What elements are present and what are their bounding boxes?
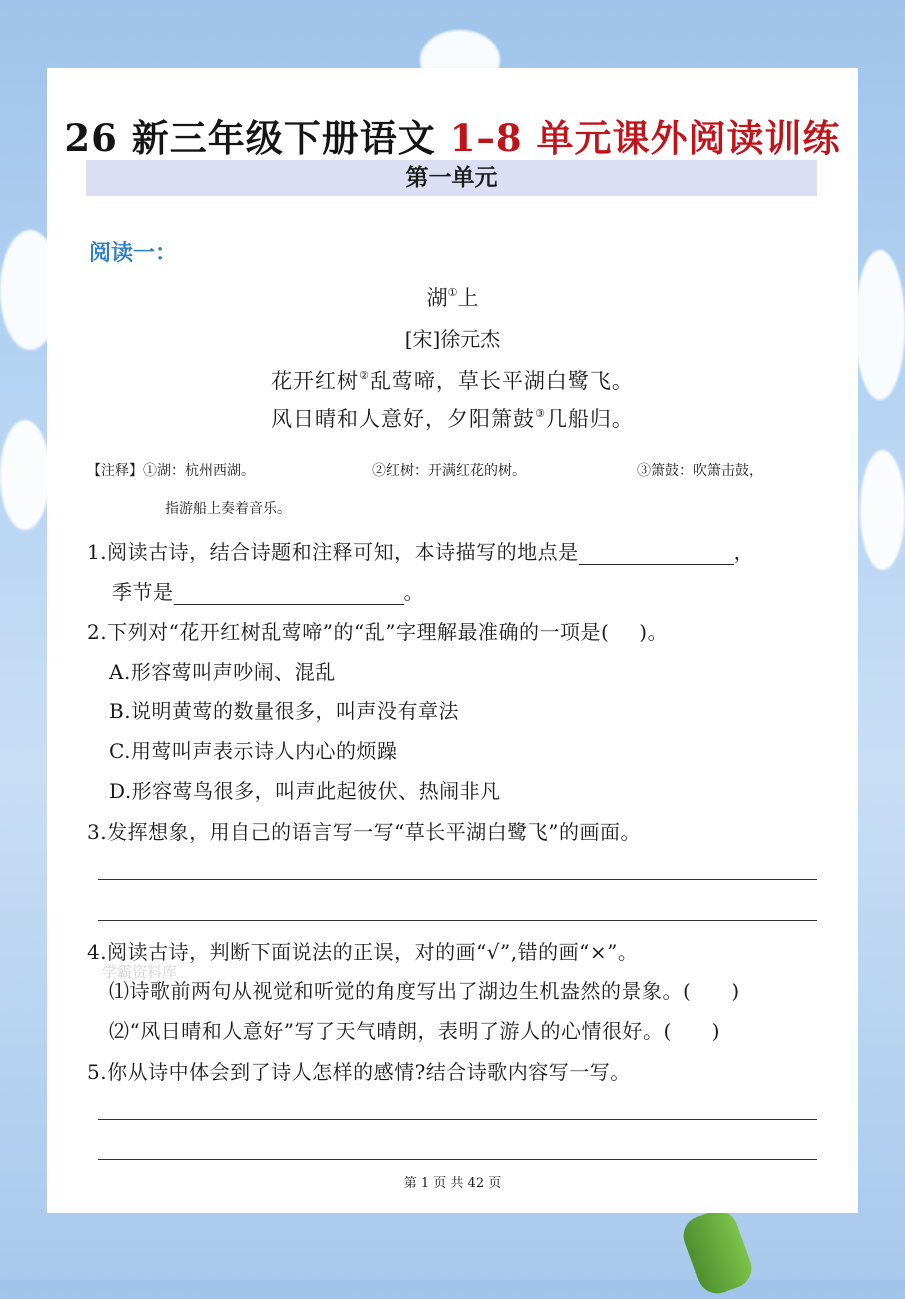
worksheet-page (47, 68, 858, 1213)
poem-line-1-a: 花开红树 (271, 369, 360, 393)
note-2: ②红树：开满红花的树。 (372, 463, 526, 479)
note-3: ③箫鼓：吹箫击鼓， (637, 463, 763, 479)
question-5: 5.你从诗中体会到了诗人怎样的感情?结合诗歌内容写一写。 (87, 1060, 631, 1084)
question-4-1 (109, 975, 740, 1004)
flower-stem-decoration (678, 1205, 757, 1299)
question-1-comma: ， (733, 540, 755, 564)
poem-line-2-a: 风日晴和人意好，夕阳箫鼓 (271, 407, 536, 431)
poem-line-1 (47, 365, 858, 395)
poem-line-1-b: 乱莺啼，草长平湖白鹭飞。 (369, 369, 634, 393)
question-4: 4.阅读古诗，判断下面说法的正误，对的画“√”,错的画“×”。 (87, 940, 639, 964)
unit-heading: 第一单元 (86, 160, 817, 196)
poem-line-2-b: 几船归。 (545, 407, 634, 431)
poem-title-end: 上 (457, 286, 479, 310)
question-3: 3.发挥想象，用自己的语言写一写“草长平湖白鹭飞”的画面。 (87, 820, 642, 844)
page-footer: 第 1 页 共 42 页 (403, 1176, 502, 1191)
note-mark: ③ (535, 407, 546, 420)
note-mark: ① (447, 286, 458, 299)
option-a: A.形容莺叫声吵闹、混乱 (109, 660, 336, 684)
answer-line[interactable] (98, 879, 817, 880)
question-2 (87, 616, 668, 645)
answer-line[interactable] (98, 1119, 817, 1120)
question-1-season (112, 576, 424, 605)
question-4-2-text: ⑵“风日晴和人意好”写了天气晴朗，表明了游人的心情很好。( (109, 1019, 672, 1043)
note-3-continued: 指游船上奏着音乐。 (165, 501, 291, 517)
title-red-part: 1–8 单元课外阅读训练 (449, 116, 841, 160)
poem-title (47, 282, 858, 312)
question-1 (87, 536, 754, 565)
answer-blank-season[interactable] (174, 582, 404, 605)
poem-line-2 (47, 403, 858, 433)
question-4-1-text: ⑴诗歌前两句从视觉和听觉的角度写出了湖边生机盎然的景象。( (109, 979, 692, 1003)
question-1-text: 1.阅读古诗，结合诗题和注释可知，本诗描写的地点是 (87, 540, 579, 564)
question-1-end: 。 (403, 580, 424, 604)
option-b: B.说明黄莺的数量很多，叫声没有章法 (109, 699, 460, 723)
flower-petal-decoration (860, 450, 905, 570)
section-heading: 阅读一： (89, 240, 178, 266)
watermark: 学霸资料库 (102, 963, 178, 981)
question-4-2-end: ) (711, 1019, 721, 1043)
option-c: C.用莺叫声表示诗人内心的烦躁 (109, 739, 398, 763)
flower-petal-decoration (855, 250, 905, 400)
page-title (47, 108, 858, 162)
question-4-1-end: ) (731, 979, 740, 1003)
answer-line[interactable] (98, 920, 817, 921)
question-1-season-text: 季节是 (112, 580, 174, 604)
note-1: 【注释】①湖：杭州西湖。 (87, 463, 255, 479)
question-2-end: )。 (639, 620, 669, 644)
poem-author: [宋]徐元杰 (404, 327, 501, 351)
question-2-text: 2.下列对“花开红树乱莺啼”的“乱”字理解最准确的一项是( (87, 620, 610, 644)
option-d: D.形容莺鸟很多，叫声此起彼伏、热闹非凡 (109, 779, 501, 803)
title-black-part: 26 新三年级下册语文 (64, 116, 436, 160)
note-mark: ② (359, 369, 370, 382)
answer-line[interactable] (98, 1159, 817, 1160)
question-4-2 (109, 1015, 720, 1044)
flower-petal-decoration (0, 420, 50, 530)
answer-blank-location[interactable] (579, 542, 734, 565)
poem-title-text: 湖 (426, 286, 448, 310)
